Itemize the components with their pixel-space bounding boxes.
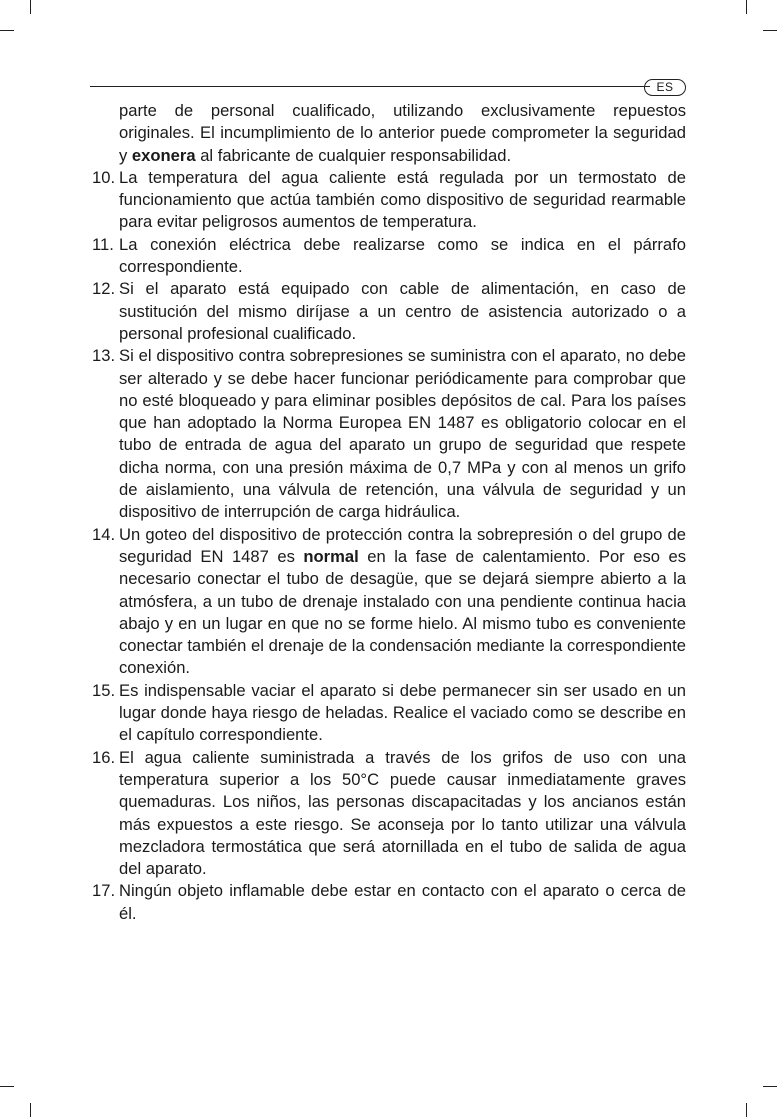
language-badge: ES xyxy=(644,79,686,96)
list-item-13 xyxy=(92,345,686,523)
item-text: Si el dispositivo contra sobrepresiones se suministra con el aparato, no debe ser alterado y se debe hacer funcionar periódicamente para comprobar que no esté bloqueado y para eliminar posibles depósitos de cal. Para los países que han adoptado la Norma Europea EN 1487 es obligatorio colocar en el tubo de entrada de agua del aparato un grupo de seguridad que respete dicha norma, con una presión máxima de 0,7 MPa y con al menos un grifo de aislamiento, una válvula de retención, una válvula de seguridad y un dispositivo de interrupción de carga hidráulica. xyxy=(119,346,686,522)
crop-mark-top-right xyxy=(746,0,747,14)
item-number: 10. xyxy=(92,167,116,187)
crop-mark-left-top xyxy=(0,30,14,31)
item-number: 17. xyxy=(92,881,116,901)
list-item-16 xyxy=(92,747,686,881)
intro-paragraph: parte de personal cualificado, utilizando exclusivamente repuestos originales. El incumplimiento de lo anterior puede comprometer la seguridad y exonera al fabricante de cualquier responsabilidad. xyxy=(119,101,686,165)
item-text: Ningún objeto inflamable debe estar en contacto con el aparato o cerca de él. xyxy=(119,881,686,923)
crop-mark-right-top xyxy=(763,30,777,31)
list-item-11 xyxy=(92,234,686,279)
crop-mark-left-bottom xyxy=(0,1086,14,1087)
item-text: La temperatura del agua caliente está regulada por un termostato de funcionamiento que actúa también como dispositivo de seguridad rearmable para evitar peligrosos aumentos de temperatura. xyxy=(119,167,686,232)
crop-mark-right-bottom xyxy=(763,1086,777,1087)
item-number: 15. xyxy=(92,680,116,700)
item-number: 13. xyxy=(92,346,116,366)
list-item-12 xyxy=(92,278,686,345)
item-text: Es indispensable vaciar el aparato si debe permanecer sin ser usado en un lugar donde haya riesgo de heladas. Realice el vaciado como se describe en el capítulo correspondiente. xyxy=(119,680,686,745)
item-text: Si el aparato está equipado con cable de alimentación, en caso de sustitución del mismo diríjase a un centro de asistencia autorizado o a personal profesional cualificado. xyxy=(119,279,686,343)
intro-bold-term: exonera xyxy=(131,145,196,165)
crop-mark-bottom-right xyxy=(746,1103,747,1117)
crop-mark-bottom-left xyxy=(30,1103,31,1117)
list-item-14 xyxy=(92,524,686,680)
item-text: La conexión eléctrica debe realizarse como se indica en el párrafo correspondiente. xyxy=(119,234,686,277)
header-rule xyxy=(90,86,650,87)
list-item-17 xyxy=(92,880,686,925)
crop-mark-top-left xyxy=(30,0,31,14)
item-text: Un goteo del dispositivo de protección contra la sobrepresión o del grupo de seguridad EN 1487 es normal en la fase de calentamiento. Por eso es necesario conectar el tubo de desagüe, que se dejará siempre abierto a la atmósfera, a un tubo de drenaje instalado con una pendiente continua hacia abajo y en un lugar en que no se forme hielo. Al mismo tubo es conveniente conectar también el drenaje de la condensación mediante la correspondiente conexión. xyxy=(119,524,686,678)
list-item-10 xyxy=(92,167,686,234)
list-item-15 xyxy=(92,680,686,747)
item-number: 14. xyxy=(92,524,116,544)
item-bold-term: normal xyxy=(303,546,359,566)
item-number: 16. xyxy=(92,747,116,767)
document-body xyxy=(92,100,686,925)
item-number: 11. xyxy=(92,234,114,254)
item-number: 12. xyxy=(92,279,116,299)
item-text: El agua caliente suministrada a través de los grifos de uso con una temperatura superior a los 50°C puede causar inmediatamente graves quemaduras. Los niños, las personas discapacitadas y los ancianos están más expuestos a este riesgo. Se aconseja por lo tanto utilizar una válvula mezcladora termostática que será atornillada en el tubo de salida de agua del aparato. xyxy=(119,747,686,879)
